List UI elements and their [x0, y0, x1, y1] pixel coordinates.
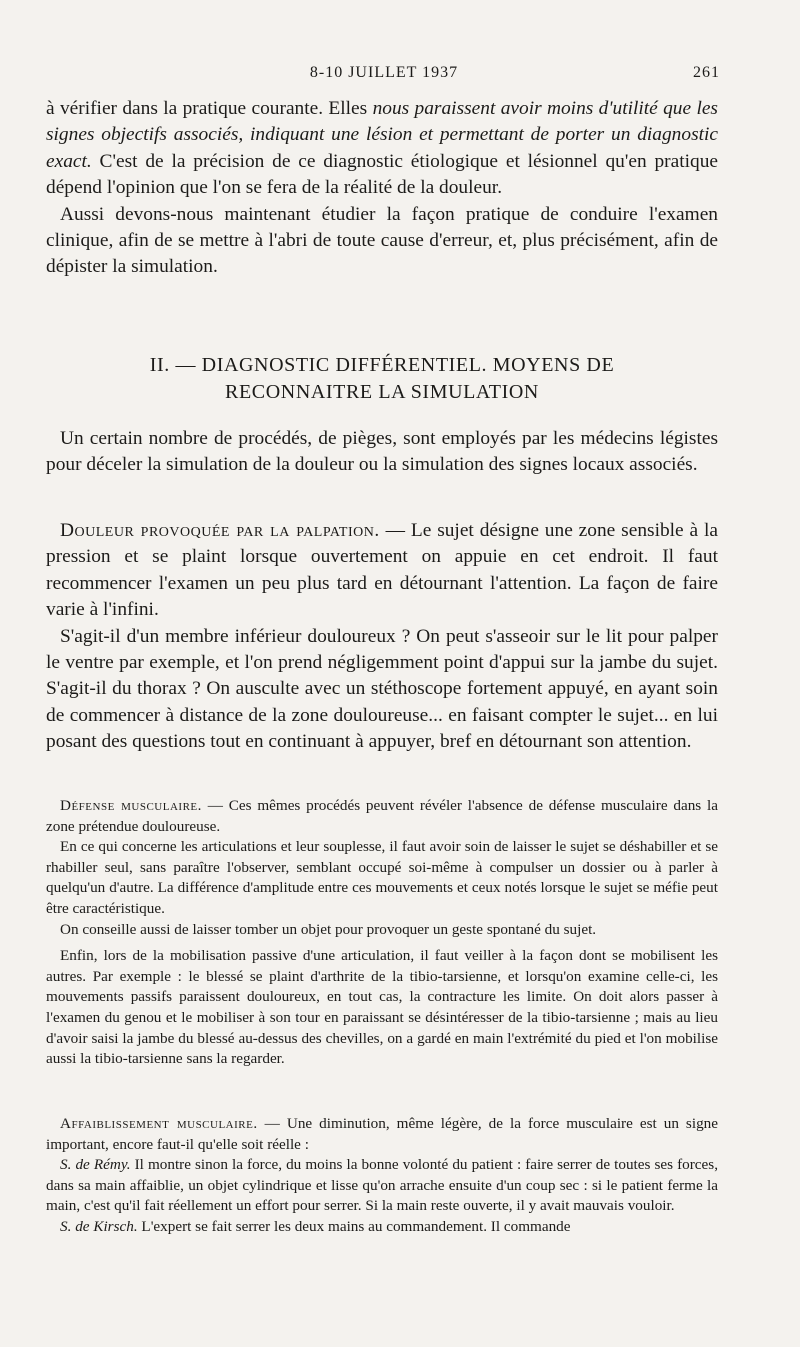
remy-sign-label: S. de Rémy.	[60, 1156, 131, 1174]
douleur-paragraph-2: S'agit-il d'un membre inférieur douloureux ? On peut s'asseoir sur le lit pour palper le ventre par exemple, et l'on prend négligemment point d'appui sur la jambe du sujet. S'agit-il du thorax ? On ausculte avec un stéthoscope fortement appuyé, en ayant soin de commencer à distance de la zone douloureuse... en faisant compter le sujet... en lui posant des questions tout en continuant à appuyer, bref en détournant son attention.	[46, 625, 718, 753]
intro-paragraph-2: Aussi devons-nous maintenant étudier la façon pratique de conduire l'examen clinique, afin de se mettre à l'abri de toute cause d'erreur, et, plus précisément, afin de dépister la simulation.	[46, 203, 718, 278]
affaiblissement-block	[46, 1114, 718, 1238]
affaiblissement-label: Affaiblissement musculaire.	[60, 1115, 258, 1132]
intro-paragraph-1: à vérifier dans la pratique courante. Elles nous paraissent avoir moins d'utilité que les signes objectifs associés, indiquant une lésion et permettant de porter un diagnostic exact. C'est de la précision de ce diagnostic étiologique et lésionnel qu'en pratique dépend l'opinion que l'on se fera de la réalité de la douleur.	[46, 98, 718, 199]
defense-label: Défense musculaire.	[60, 797, 202, 814]
section-intro	[46, 426, 718, 479]
defense-paragraph-1: Défense musculaire. — Ces mêmes procédés peuvent révéler l'absence de défense musculaire dans la zone prétendue douloureuse.	[46, 797, 718, 835]
defense-paragraph-4: Enfin, lors de la mobilisation passive d'une articulation, il faut veiller à la façon dont se mobilisent les autres. Par exemple : le blessé se plaint d'arthrite de la tibio-tarsienne, et lorsqu'on examine celle-ci, les mouvements passifs paraissent douloureux, en tout cas, la contracture les limite. On doit alors passer à l'examen du genou et le mobiliser à son tour en paraissant se désintéresser de la tibio-tarsienne ; mais au lieu d'avoir saisi la jambe du blessé au-dessus des chevilles, on a gardé en main l'extrémité du pied et l'on mobilise aussi la tibio-tarsienne sans la regarder.	[46, 947, 718, 1068]
section-heading-line-1: II. — DIAGNOSTIC DIFFÉRENTIEL. MOYENS DE	[149, 354, 615, 376]
running-header	[48, 64, 720, 88]
defense-paragraph-3: On conseille aussi de laisser tomber un objet pour provoquer un geste spontané du sujet.	[60, 920, 597, 938]
affaiblissement-paragraph-1: Affaiblissement musculaire. — Une diminution, même légère, de la force musculaire est un signe important, encore faut-il qu'elle soit réelle :	[46, 1115, 718, 1153]
section-heading-line-2: RECONNAITRE LA SIMULATION	[225, 381, 539, 403]
page-number: 261	[693, 64, 720, 81]
douleur-paragraph-1: Douleur provoquée par la palpation. — Le sujet désigne une zone sensible à la pression et se plaint lorsque ouvertement on appuie en cet endroit. Il faut recommencer l'examen un peu plus tard en détournant l'attention. La façon de faire varie à l'infini.	[46, 520, 719, 621]
kirsch-sign-label: S. de Kirsch.	[60, 1217, 138, 1235]
issue-date: 8-10 JUILLET 1937	[309, 64, 459, 81]
affaiblissement-paragraph-2: S. de Rémy. Il montre sinon la force, du moins la bonne volonté du patient : faire serrer de toutes ses forces, dans sa main affaiblie, un objet cylindrique et lisse qu'on arrache ensuite d'un coup sec : si le patient ferme la main, c'est qu'il fait réellement un effort pour serrer. Si la main reste ouverte, il y avait mauvais vouloir.	[46, 1156, 719, 1215]
intro-italic-phrase: nous paraissent avoir moins d'utilité que les signes objectifs associés, indiquant une lésion et permettant de porter un diagnostic exact.	[46, 98, 718, 172]
defense-paragraph-2: En ce qui concerne les articulations et leur souplesse, il faut avoir soin de laisser le sujet se déshabiller et se rhabiller seul, sans paraître l'observer, semblant occupé soi-même à compulser un dossier ou à parler à quelqu'un d'autre. La différence d'amplitude entre ces mouvements et ceux notés lorsque le sujet se méfie peut être caractéristique.	[46, 838, 718, 917]
defense-block	[46, 796, 718, 1070]
affaiblissement-paragraph-3: S. de Kirsch. L'expert se fait serrer les deux mains au commandement. Il commande	[60, 1217, 571, 1235]
douleur-block	[46, 518, 718, 756]
section-paragraph-1: Un certain nombre de procédés, de pièges, sont employés par les médecins légistes pour déceler la simulation de la douleur ou la simulation des signes locaux associés.	[46, 428, 718, 476]
douleur-label: Douleur provoquée par la palpation.	[60, 520, 380, 541]
section-heading	[46, 352, 718, 406]
intro-block	[46, 96, 718, 281]
